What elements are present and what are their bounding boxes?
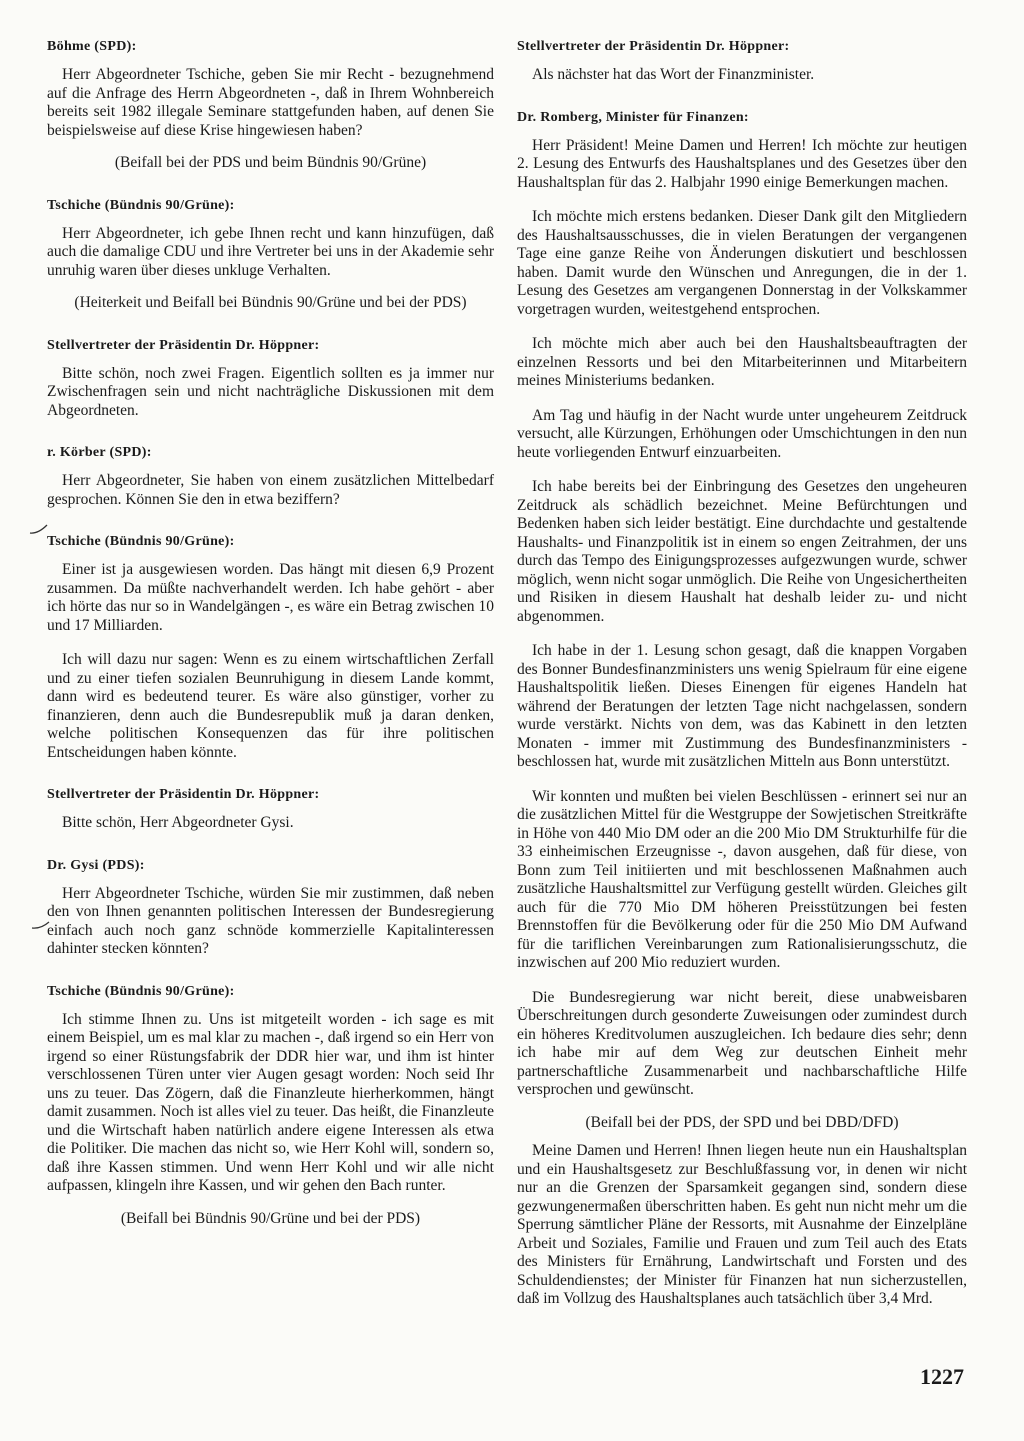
audience-reaction: (Heiterkeit und Beifall bei Bündnis 90/Grüne und bei der PDS) [74,294,467,311]
speech-paragraph: Ich möchte mich erstens bedanken. Dieser Dank gilt den Mitgliedern des Haushaltsausschusses, die in vielen Beratungen der vergangenen Tage eine ganze Reihe von Änderungen diskutiert und beschlossen haben. Damit wurde den Wünschen und Anregungen, die in der 1. Lesung des Gesetzes am vergangenen Donnerstag in der Volkskammer vorgetragen wurden, weitestgehend entsprochen. [517,208,967,318]
audience-reaction: (Beifall bei Bündnis 90/Grüne und bei der PDS) [120,1209,421,1227]
right-column [517,38,967,1319]
speech-paragraph: Bitte schön, Herr Abgeordneter Gysi. [62,814,294,831]
speaker-name: Stellvertreter der Präsidentin Dr. Höppner: [517,39,790,54]
speech-paragraph: Herr Abgeordneter Tschiche, geben Sie mir Recht - bezugnehmend auf die Anfrage des Herrn Abgeordneten -, daß in Ihrem Wohnbereich bereits seit 1982 illegale Seminare stattgefunden haben, auf denen Sie beispielsweise auf diese Krise hingewiesen haben? [47,66,494,139]
speaker-name: Tschiche (Bündnis 90/Grüne): [47,983,235,999]
speech-paragraph: Wir konnten und mußten bei vielen Beschlüssen - erinnert sei nur an die zusätzlichen Mittel für die Westgruppe der Sowjetischen Streitkräfte in Höhe von 440 Mio DM oder an die 200 Mio DM Strukturhilfe für die 33 einheimischen Erzeugnisse -, davon ausgehen, daß für diese, von Bonn zum Teil initiierten und mit beschlossenen Maßnahmen auch zusätzliche Haushaltsmittel zur Verfügung gestellt würden. Gleiches gilt auch für die 770 Mio DM höheren Preisstützungen bei festen Brennstoffen für die Bevölkerung oder für die 250 Mio DM Aufwand für die tariflichen Vereinbarungen zum Rationalisierungsschutz, die inzwischen auf 200 Mio reduziert wurden. [517,787,967,971]
speech-paragraph: Ich möchte mich aber auch bei den Haushaltsbeauftragten der einzelnen Ressorts und bei den Mitarbeiterinnen und Mitarbeitern meines Ministeriums bedanken. [517,335,967,389]
speaker-name: Dr. Gysi (PDS): [47,857,145,873]
speech-paragraph: Als nächster hat das Wort der Finanzminister. [532,66,815,83]
speaker-name: Stellvertreter der Präsidentin Dr. Höppner: [47,787,320,802]
audience-reaction: (Beifall bei der PDS, der SPD und bei DBD/DFD) [585,1113,899,1131]
speech-paragraph: Bitte schön, noch zwei Fragen. Eigentlich sollten es ja immer nur Zwischenfragen sein und nicht nachträgliche Diskussionen mit dem Abgeordneten. [47,364,494,419]
speech-paragraph: Ich will dazu nur sagen: Wenn es zu einem wirtschaftlichen Zerfall und zu einer tiefen sozialen Beunruhigung in diesem Lande kommt, dann wird es bedeutend teurer. Es wäre also günstiger, vorher zu finanzieren, denn auch die Bundesrepublik muß ja daran denken, welche politischen Konsequenzen das für ihre politischen Entscheidungen haben könnte. [47,651,494,761]
speaker-name: Tschiche (Bündnis 90/Grüne): [47,197,235,213]
speech-paragraph: Am Tag und häufig in der Nacht wurde unter ungeheurem Zeitdruck versucht, alle Kürzungen, Erhöhungen oder Umschichtungen in den nun heute vorliegenden Entwurf einzuarbeiten. [517,406,967,461]
speech-paragraph: Ich habe bereits bei der Einbringung des Gesetzes den ungeheuren Zeitdruck als schädlich bezeichnet. Meine Befürchtungen und Bedenken haben sich leider bestätigt. Eine durchdachte und gestaltende Haushalts- und Finanzpolitik ist in einem so engen Zeitrahmen, der uns durch das Tempo des Einigungsprozesses aufgezwungen wurde, schwer möglich, wenn nicht sogar unmöglich. Die Reihe von Ungesichertheiten und Risiken in diesem Haushalt hat deshalb leider zu- und nicht abgenommen. [517,478,967,625]
speech-paragraph: Meine Damen und Herren! Ihnen liegen heute nun ein Haushaltsplan und ein Haushaltsgesetz zur Beschlußfassung vor, in denen wir nicht nur an die Grenzen der Sparsamkeit gegangen sind, sondern diese gezwungenermaßen überschritten haben. Es geht nun nicht mehr um die Sperrung sämtlicher Pläne der Ressorts, mit Ausnahme der Einzelpläne Arbeit und Soziales, Familie und Frauen und zum Teil auch des Etats des Ministers für Ernährung, Landwirtschaft und Forsten und des Schuldendienstes; der Minister für Finanzen hat nun sicherzustellen, daß im Vollzug des Haushaltsplanes auch tatsächlich über 3,4 Mrd. [517,1142,967,1307]
speaker-name: r. Körber (SPD): [47,445,152,460]
speech-paragraph: Die Bundesregierung war nicht bereit, diese unabweisbaren Überschreitungen durch gesonderte Zuweisungen oder zumindest durch ein höheres Kreditvolumen auszugleichen. Ich bedaure dies sehr; denn ich habe mir auf dem Weg zur deutschen Einheit mehr partnerschaftliche Zusammenarbeit und nachbarschaftliche Hilfe versprochen und gewünscht. [517,988,967,1098]
speech-paragraph: Herr Abgeordneter Tschiche, würden Sie mir zustimmen, daß neben den von Ihnen genannten politischen Interessen der Bundesregierung einfach auch noch ganz schnöde kommerzielle Kapitalinteressen dahinter stecken könnten? [47,884,494,957]
speech-paragraph: Einer ist ja ausgewiesen worden. Das hängt mit diesen 6,9 Prozent zusammen. Da müßte nachverhandelt werden. Ich habe gehört - aber ich hörte das nur so in Wandelgängen -, es wäre ein Betrag zwischen 10 und 17 Milliarden. [47,561,494,634]
speech-paragraph: Ich habe in der 1. Lesung schon gesagt, daß die knappen Vorgaben des Bonner Bundesfinanzministers uns wenig Spielraum für eine eigene Haushaltspolitik ließen. Dieses Einengen für eigenes Handeln hat während der Beratungen der letzten Tage nicht nachgelassen, sondern wurde verstärkt. Nichts von dem, was das Kabinett in den letzten Monaten - immer mit Zustimmung des Bundesfinanzministers - beschlossen hat, wurde mit zusätzlichen Mitteln aus Bonn unterstützt. [517,642,967,770]
audience-reaction: (Beifall bei der PDS und beim Bündnis 90/Grüne) [114,154,427,171]
margin-pen-mark [28,522,50,536]
speech-paragraph: Herr Abgeordneter, Sie haben von einem zusätzlichen Mittelbedarf gesprochen. Können Sie den in etwa beziffern? [47,472,494,508]
page-number: 1227 [920,1364,964,1389]
speech-paragraph: Ich stimme Ihnen zu. Uns ist mitgeteilt worden - ich sage es mit einem Beispiel, um es mal klar zu machen -, daß irgend so ein Herr von irgend so einer Rüstungsfabrik der DDR hier war, und ihm ist hinter verschlossenen Türen unter vier Augen gesagt worden: Noch seid Ihr uns zu teuer. Das Zögern, daß die Finanzleute hierherkommen, hängt damit zusammen. Noch ist alles viel zu teuer. Das heißt, die Finanzleute und die Wirtschaft haben natürlich andere eigene Interessen als etwa die Politiker. Die machen das nicht so, wie Herr Kohl will, sondern so, daß ihre Kassen stimmen. Und wenn Herr Kohl und wir alle nicht aufpassen, klingeln ihre Kassen, und wir gehen den Bach runter. [47,1010,494,1194]
speaker-name: Böhme (SPD): [47,39,137,54]
speaker-name: Tschiche (Bündnis 90/Grüne): [47,534,235,549]
speech-paragraph: Herr Präsident! Meine Damen und Herren! Ich möchte zur heutigen 2. Lesung des Entwurfs des Haushaltsplanes und des Gesetzes über den Haushaltsplan für das 2. Halbjahr 1990 einige Bemerkungen machen. [517,136,967,191]
speaker-name: Dr. Romberg, Minister für Finanzen: [517,109,749,125]
margin-pen-mark [30,918,52,932]
speaker-name: Stellvertreter der Präsidentin Dr. Höppner: [47,337,320,353]
speech-paragraph: Herr Abgeordneter, ich gebe Ihnen recht und kann hinzufügen, daß auch die damalige CDU und ihre Vertreter bei uns in der Akademie sehr unruhig waren über dieses unkluge Verhalten. [47,224,494,279]
left-column [47,38,494,1238]
